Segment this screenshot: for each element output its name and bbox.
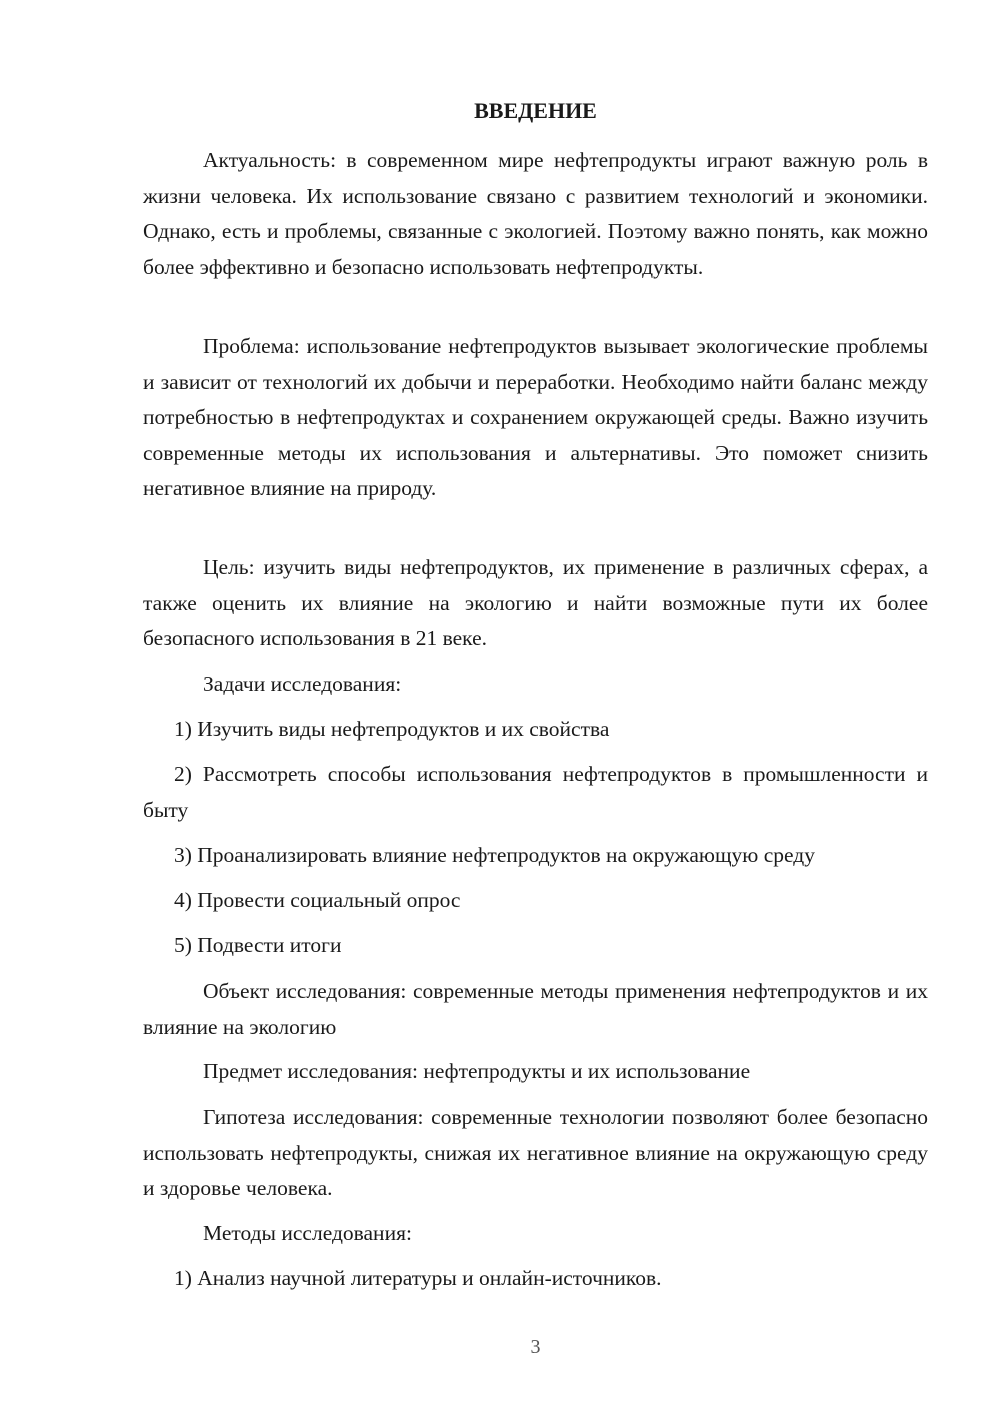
goal-paragraph: Цель: изучить виды нефтепродуктов, их применение в различных сферах, а также оценить их влияние на экологию и найти возможные пути их более безопасного использования в 21 веке. <box>143 555 928 650</box>
task-item-2: 2) Рассмотреть способы использования нефтепродуктов в промышленности и быту <box>143 762 928 822</box>
document-page <box>143 0 928 1414</box>
task-item-3: 3) Проанализировать влияние нефтепродуктов на окружающую среду <box>174 843 815 867</box>
tasks-heading: Задачи исследования: <box>203 672 402 696</box>
method-item-1: 1) Анализ научной литературы и онлайн-источников. <box>174 1266 662 1290</box>
page-number: 3 <box>530 1336 541 1358</box>
task-item-5: 5) Подвести итоги <box>174 933 342 957</box>
subject-paragraph: Предмет исследования: нефтепродукты и их использование <box>203 1059 751 1083</box>
task-item-1: 1) Изучить виды нефтепродуктов и их свойства <box>174 717 610 741</box>
problem-paragraph: Проблема: использование нефтепродуктов вызывает экологические проблемы и зависит от технологий их добычи и переработки. Необходимо найти баланс между потребностью в нефтепродуктах и сохранением окружающей среды. Важно изучить современные методы их использования и альтернативы. Это поможет снизить негативное влияние на природу. <box>143 334 928 500</box>
relevance-paragraph: Актуальность: в современном мире нефтепродукты играют важную роль в жизни человека. Их использование связано с развитием технологий и экономики. Однако, есть и проблемы, связанные с экологией. Поэтому важно понять, как можно более эффективно и безопасно использовать нефтепродукты. <box>143 148 928 279</box>
section-title: ВВЕДЕНИЕ <box>474 98 597 123</box>
hypothesis-paragraph: Гипотеза исследования: современные технологии позволяют более безопасно использовать нефтепродукты, снижая их негативное влияние на окружающую среду и здоровье человека. <box>143 1105 928 1200</box>
methods-heading: Методы исследования: <box>203 1221 412 1245</box>
task-item-4: 4) Провести социальный опрос <box>174 888 461 912</box>
object-paragraph: Объект исследования: современные методы применения нефтепродуктов и их влияние на экологию <box>143 979 928 1039</box>
